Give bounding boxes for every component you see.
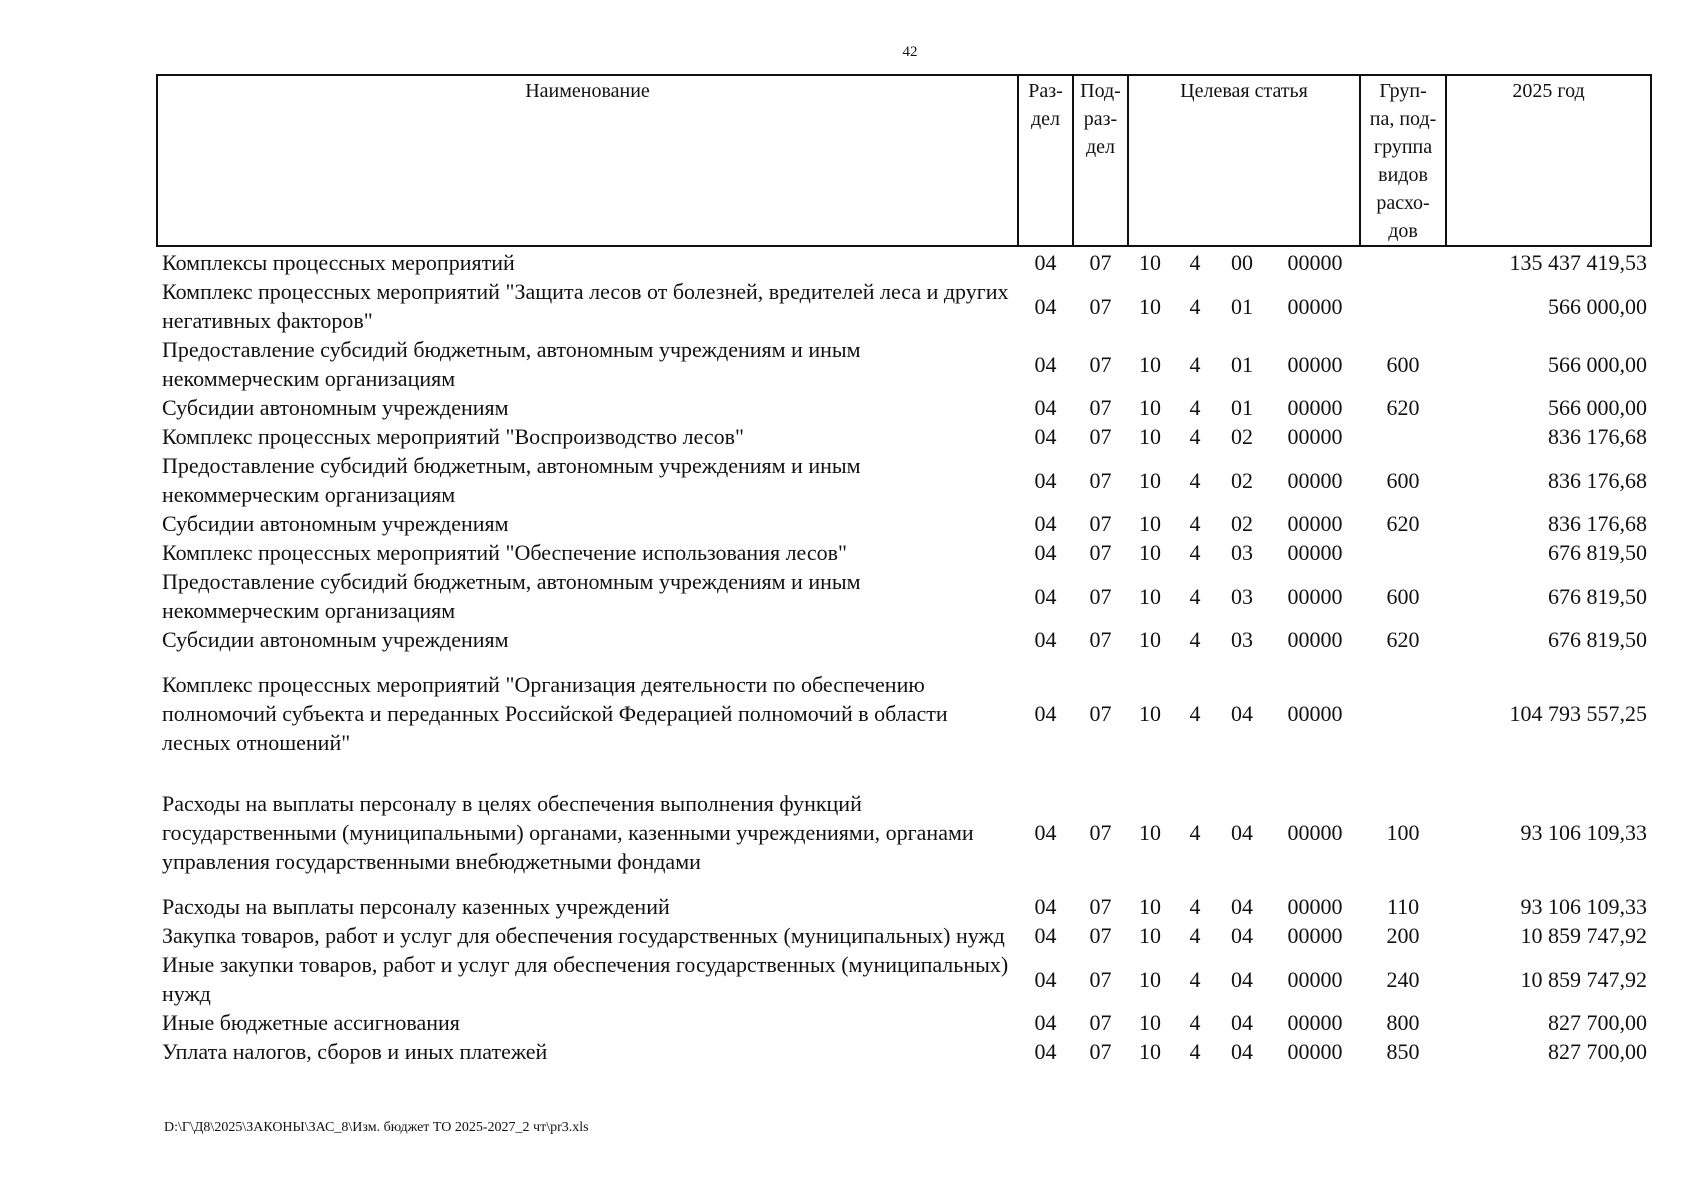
- row-podrazdel: 07: [1089, 583, 1112, 609]
- header-year-2025: 2025 год: [1446, 75, 1651, 246]
- row-target-complex: 04: [1231, 701, 1253, 726]
- row-name: Закупка товаров, работ и услуг для обеспечения государственных (муниципальных) нужд: [162, 923, 1005, 948]
- header-razdel: Раз- дел: [1018, 75, 1073, 246]
- table-row: [157, 773, 1651, 892]
- table-row: [157, 509, 1651, 538]
- row-name: Субсидии автономным учреждениям: [162, 511, 509, 536]
- row-target-program: 10: [1139, 395, 1161, 420]
- row-target-direction: 00000: [1287, 1039, 1343, 1064]
- row-name: Субсидии автономным учреждениям: [162, 395, 509, 420]
- row-razdel: 04: [1034, 293, 1057, 319]
- header-podrazdel: Под- раз- дел: [1073, 75, 1128, 246]
- row-target-type: 4: [1189, 894, 1201, 919]
- row-expense-group: [1360, 246, 1446, 277]
- row-target-direction: 00000: [1287, 701, 1343, 726]
- row-amount-2025: 566 000,00: [1548, 293, 1648, 319]
- row-podrazdel: 07: [1089, 250, 1112, 275]
- table-row: [157, 625, 1651, 654]
- footer-file-path: D:\Г\Д8\2025\ЗАКОНЫ\ЗАС_8\Изм. бюджет ТО 2025-2027_2 чт\pr3.xls: [164, 1120, 589, 1135]
- row-target-type: 4: [1189, 351, 1201, 377]
- row-target-type: 4: [1189, 1039, 1201, 1064]
- row-target-direction: 00000: [1287, 894, 1343, 919]
- row-amount-2025: 10 859 747,92: [1520, 966, 1648, 992]
- row-podrazdel: 07: [1089, 701, 1112, 726]
- row-target-program: 10: [1139, 511, 1161, 536]
- row-target-direction: 00000: [1287, 351, 1343, 377]
- row-target-type: 4: [1189, 424, 1201, 449]
- row-name: Комплекс процессных мероприятий "Организация деятельности по обеспечению полномочий субъекта и переданных Российской Федерацией полномочий в области лесных отношений": [162, 672, 948, 755]
- table-row: [157, 1008, 1651, 1037]
- row-amount-2025: 836 176,68: [1548, 424, 1648, 449]
- row-target-direction: 00000: [1287, 1010, 1343, 1035]
- row-target-complex: 04: [1231, 1010, 1253, 1035]
- row-target-complex: 02: [1231, 467, 1253, 493]
- row-razdel: 04: [1034, 1010, 1057, 1035]
- row-podrazdel: 07: [1089, 820, 1112, 845]
- row-target-complex: 01: [1231, 351, 1253, 377]
- row-target-direction: 00000: [1287, 250, 1343, 275]
- row-amount-2025: 827 700,00: [1548, 1010, 1648, 1035]
- row-target-complex: 01: [1231, 293, 1253, 319]
- row-name: Уплата налогов, сборов и иных платежей: [162, 1039, 548, 1064]
- row-target-type: 4: [1189, 923, 1201, 948]
- row-target-complex: 00: [1231, 250, 1253, 275]
- row-target-program: 10: [1139, 701, 1161, 726]
- row-target-complex: 03: [1231, 540, 1253, 565]
- row-razdel: 04: [1034, 540, 1057, 565]
- row-expense-group: 600: [1386, 351, 1420, 377]
- table-row: [157, 246, 1651, 277]
- row-target-type: 4: [1189, 293, 1201, 319]
- row-amount-2025: 566 000,00: [1548, 351, 1648, 377]
- row-amount-2025: 836 176,68: [1548, 467, 1648, 493]
- row-razdel: 04: [1034, 894, 1057, 919]
- row-expense-group: 850: [1386, 1039, 1420, 1064]
- row-podrazdel: 07: [1089, 1010, 1112, 1035]
- row-expense-group: 600: [1386, 583, 1420, 609]
- row-target-type: 4: [1189, 701, 1201, 726]
- row-target-direction: 00000: [1287, 923, 1343, 948]
- row-amount-2025: 93 106 109,33: [1520, 894, 1648, 919]
- row-expense-group: 620: [1386, 395, 1420, 420]
- row-target-program: 10: [1139, 1010, 1161, 1035]
- row-target-program: 10: [1139, 1039, 1161, 1064]
- row-amount-2025: 827 700,00: [1548, 1039, 1648, 1064]
- row-name: Предоставление субсидий бюджетным, автономным учреждениям и иным некоммерческим организациям: [162, 569, 861, 623]
- row-target-program: 10: [1139, 966, 1161, 992]
- row-target-program: 10: [1139, 293, 1161, 319]
- header-expense-group: Груп- па, под- группа видов расхо- дов: [1360, 75, 1446, 246]
- row-razdel: 04: [1034, 424, 1057, 449]
- row-podrazdel: 07: [1089, 511, 1112, 536]
- row-target-complex: 04: [1231, 894, 1253, 919]
- row-podrazdel: 07: [1089, 923, 1112, 948]
- row-target-direction: 00000: [1287, 966, 1343, 992]
- row-target-program: 10: [1139, 467, 1161, 493]
- row-amount-2025: 10 859 747,92: [1520, 923, 1648, 948]
- row-expense-group: 110: [1386, 894, 1420, 919]
- row-target-program: 10: [1139, 627, 1161, 652]
- row-target-complex: 02: [1231, 424, 1253, 449]
- row-target-program: 10: [1139, 351, 1161, 377]
- row-target-complex: 01: [1231, 395, 1253, 420]
- row-podrazdel: 07: [1089, 467, 1112, 493]
- row-target-complex: 04: [1231, 1039, 1253, 1064]
- row-target-direction: 00000: [1287, 627, 1343, 652]
- row-razdel: 04: [1034, 1039, 1057, 1064]
- row-target-program: 10: [1139, 923, 1161, 948]
- row-razdel: 04: [1034, 966, 1057, 992]
- row-razdel: 04: [1034, 627, 1057, 652]
- row-podrazdel: 07: [1089, 894, 1112, 919]
- row-expense-group: [1360, 422, 1446, 451]
- row-podrazdel: 07: [1089, 966, 1112, 992]
- row-target-direction: 00000: [1287, 424, 1343, 449]
- row-expense-group: [1360, 654, 1446, 773]
- row-target-program: 10: [1139, 250, 1161, 275]
- row-name: Комплекс процессных мероприятий "Воспроизводство лесов": [162, 424, 745, 449]
- row-target-type: 4: [1189, 820, 1201, 845]
- table-row: [157, 538, 1651, 567]
- row-razdel: 04: [1034, 820, 1057, 845]
- row-podrazdel: 07: [1089, 395, 1112, 420]
- row-expense-group: 800: [1386, 1010, 1420, 1035]
- row-amount-2025: 93 106 109,33: [1520, 820, 1648, 845]
- row-target-complex: 03: [1231, 583, 1253, 609]
- row-podrazdel: 07: [1089, 540, 1112, 565]
- header-target-article: Целевая статья: [1128, 75, 1360, 246]
- row-amount-2025: 135 437 419,53: [1509, 250, 1648, 275]
- table-row: [157, 277, 1651, 335]
- row-target-direction: 00000: [1287, 820, 1343, 845]
- row-target-type: 4: [1189, 583, 1201, 609]
- row-razdel: 04: [1034, 583, 1057, 609]
- row-razdel: 04: [1034, 250, 1057, 275]
- row-razdel: 04: [1034, 395, 1057, 420]
- row-razdel: 04: [1034, 511, 1057, 536]
- row-target-direction: 00000: [1287, 511, 1343, 536]
- row-razdel: 04: [1034, 467, 1057, 493]
- row-podrazdel: 07: [1089, 293, 1112, 319]
- row-amount-2025: 676 819,50: [1548, 583, 1648, 609]
- row-expense-group: 620: [1386, 511, 1420, 536]
- row-razdel: 04: [1034, 701, 1057, 726]
- table-row: [157, 1037, 1651, 1066]
- row-target-direction: 00000: [1287, 395, 1343, 420]
- row-target-program: 10: [1139, 820, 1161, 845]
- row-name: Комплексы процессных мероприятий: [162, 250, 515, 275]
- page-number: 42: [902, 44, 918, 60]
- row-target-direction: 00000: [1287, 583, 1343, 609]
- row-target-type: 4: [1189, 540, 1201, 565]
- row-name: Комплекс процессных мероприятий "Обеспечение использования лесов": [162, 540, 847, 565]
- row-name: Иные закупки товаров, работ и услуг для обеспечения государственных (муниципальных) нужд: [162, 952, 1009, 1006]
- row-name: Расходы на выплаты персоналу в целях обеспечения выполнения функций государственными (муниципальными) органами, казенными учреждениями, органами управления государственными внебюджетными фондами: [162, 791, 974, 874]
- row-target-type: 4: [1189, 627, 1201, 652]
- row-name: Предоставление субсидий бюджетным, автономным учреждениям и иным некоммерческим организациям: [162, 453, 861, 507]
- row-target-complex: 02: [1231, 511, 1253, 536]
- table-body: [157, 246, 1651, 1066]
- row-expense-group: [1360, 277, 1446, 335]
- row-razdel: 04: [1034, 923, 1057, 948]
- row-target-complex: 04: [1231, 820, 1253, 845]
- row-target-complex: 03: [1231, 627, 1253, 652]
- table-row: [157, 451, 1651, 509]
- table-row: [157, 422, 1651, 451]
- budget-table: [156, 74, 1652, 1066]
- row-podrazdel: 07: [1089, 351, 1112, 377]
- row-target-complex: 04: [1231, 966, 1253, 992]
- row-target-program: 10: [1139, 540, 1161, 565]
- row-target-direction: 00000: [1287, 293, 1343, 319]
- row-expense-group: 200: [1386, 923, 1420, 948]
- table-row: [157, 654, 1651, 773]
- row-target-type: 4: [1189, 1010, 1201, 1035]
- row-target-type: 4: [1189, 467, 1201, 493]
- row-expense-group: 240: [1386, 966, 1420, 992]
- row-amount-2025: 676 819,50: [1548, 540, 1648, 565]
- row-name: Субсидии автономным учреждениям: [162, 627, 509, 652]
- row-target-direction: 00000: [1287, 540, 1343, 565]
- row-target-type: 4: [1189, 250, 1201, 275]
- table-row: [157, 567, 1651, 625]
- row-razdel: 04: [1034, 351, 1057, 377]
- row-amount-2025: 104 793 557,25: [1509, 701, 1648, 726]
- row-amount-2025: 836 176,68: [1548, 511, 1648, 536]
- row-amount-2025: 566 000,00: [1548, 395, 1648, 420]
- table-row: [157, 950, 1651, 1008]
- row-target-type: 4: [1189, 966, 1201, 992]
- row-expense-group: [1360, 538, 1446, 567]
- row-name: Расходы на выплаты персоналу казенных учреждений: [162, 894, 670, 919]
- table-row: [157, 921, 1651, 950]
- row-podrazdel: 07: [1089, 627, 1112, 652]
- row-podrazdel: 07: [1089, 1039, 1112, 1064]
- row-expense-group: 100: [1386, 820, 1420, 845]
- row-target-type: 4: [1189, 395, 1201, 420]
- header-name: Наименование: [157, 75, 1018, 246]
- row-target-program: 10: [1139, 424, 1161, 449]
- row-expense-group: 620: [1386, 627, 1420, 652]
- row-name: Предоставление субсидий бюджетным, автономным учреждениям и иным некоммерческим организациям: [162, 337, 861, 391]
- row-amount-2025: 676 819,50: [1548, 627, 1648, 652]
- row-target-direction: 00000: [1287, 467, 1343, 493]
- table-header-row: [157, 75, 1651, 246]
- row-name: Комплекс процессных мероприятий "Защита лесов от болезней, вредителей леса и других негативных факторов": [162, 279, 1009, 333]
- row-target-program: 10: [1139, 894, 1161, 919]
- row-podrazdel: 07: [1089, 424, 1112, 449]
- table-row: [157, 892, 1651, 921]
- row-target-program: 10: [1139, 583, 1161, 609]
- row-expense-group: 600: [1386, 467, 1420, 493]
- row-target-type: 4: [1189, 511, 1201, 536]
- row-target-complex: 04: [1231, 923, 1253, 948]
- table-row: [157, 335, 1651, 393]
- table-row: [157, 393, 1651, 422]
- row-name: Иные бюджетные ассигнования: [162, 1010, 460, 1035]
